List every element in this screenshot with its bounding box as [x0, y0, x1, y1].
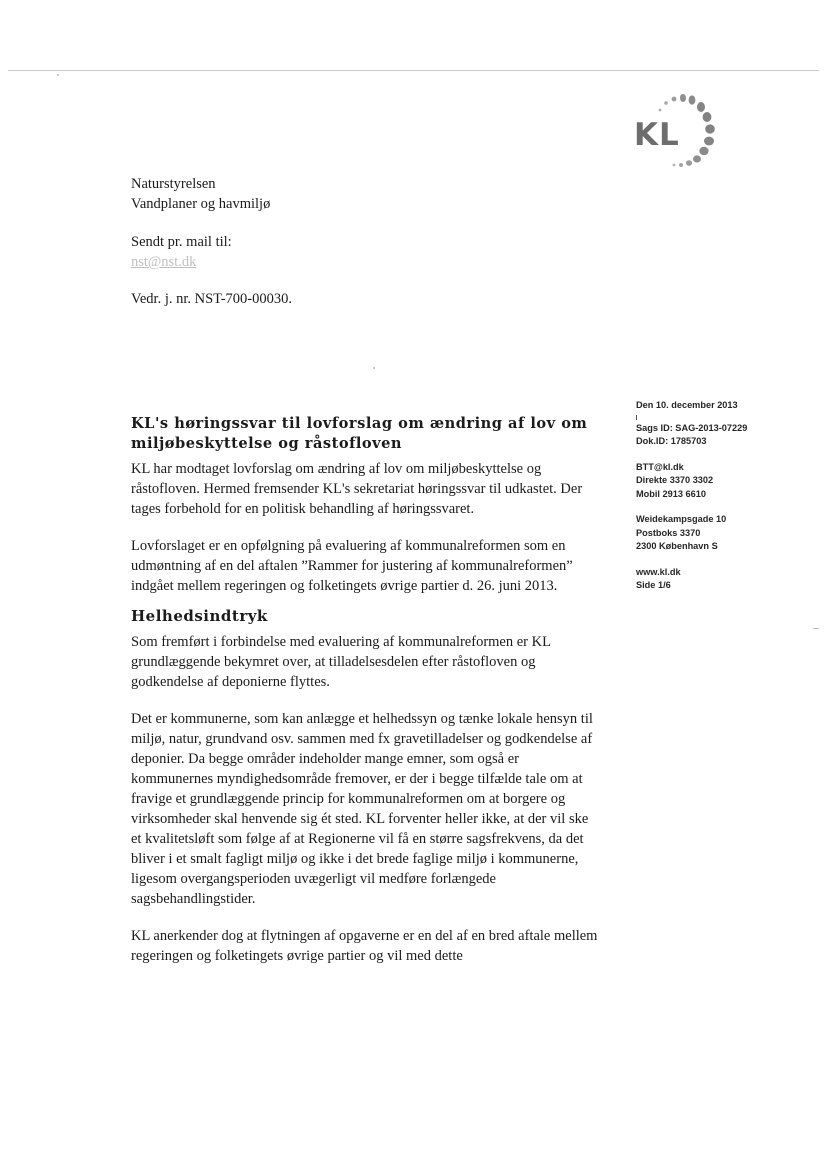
recipient-line: Vandplaner og havmiljø — [131, 196, 271, 212]
letter-title: KL's høringssvar til lovforslag om ændring af lov om miljøbeskyttelse og råstofloven — [131, 415, 588, 452]
postbox: Postboks 3370 — [636, 527, 701, 538]
section-heading: Helhedsindtryk — [131, 607, 268, 625]
mobile-phone: Mobil 2913 6610 — [636, 488, 706, 499]
scan-speck — [57, 74, 59, 76]
sender-info-sidebar — [636, 399, 796, 593]
page-number: Side 1/6 — [636, 580, 671, 590]
sender-email[interactable]: BTT@kl.dk — [636, 461, 684, 472]
letter-date: Den 10. december 2013 — [636, 400, 738, 410]
kl-logo-text: KL — [634, 117, 680, 153]
letter-body — [131, 414, 601, 966]
website-link[interactable]: www.kl.dk — [636, 566, 681, 577]
scan-speck — [373, 367, 375, 369]
case-reference: Vedr. j. nr. NST-700-00030. — [131, 291, 292, 307]
section-paragraph: Det er kommunerne, som kan anlægge et helhedssyn og tænke lokale hensyn til miljø, natur, grundvand osv. sammen med fx gravetilladelser og godkendelse af deponier. Da begge områder indeholder mange emner, som også er kommunernes myndighedsområde fremover, er der i begge tilfælde tale om at fravige et grundlæggende princip for kommunalreformen om at borgere og virksomheder skal henvende sig ét sted. KL forventer heller ikke, at der vil ske et kvalitetsløft som følge af at Regionerne vil få en større sagsfrekvens, da det bliver i et smalt fagligt miljø og ikke i det brede faglige miljø i kommunerne, ligesom overgangsperioden uvægerligt vil medføre forlængede sagsbehandlingstider. — [131, 711, 593, 907]
recipient-line: Naturstyrelsen — [131, 176, 216, 192]
street-address: Weidekampsgade 10 — [636, 514, 727, 524]
section-paragraph: KL anerkender dog at flytningen af opgaverne er en del af en bred aftale mellem regeringen og folketingets øvrige partier og vil med dette — [131, 928, 598, 964]
top-rule — [8, 70, 819, 71]
recipient-email-link[interactable]: nst@nst.dk — [131, 254, 197, 270]
sent-label: Sendt pr. mail til: — [131, 234, 232, 250]
tick-mark — [636, 413, 796, 422]
sags-id: Sags ID: SAG-2013-07229 — [636, 422, 748, 433]
kl-logo — [624, 88, 728, 178]
section-paragraph: Som fremført i forbindelse med evaluering af kommunalreformen er KL grundlæggende bekymret over, at tilladelsesdelen efter råstofloven og godkendelse af deponierne flyttes. — [131, 634, 551, 690]
intro-paragraph: KL har modtaget lovforslag om ændring af lov om miljøbeskyttelse og råstofloven. Hermed fremsender KL's sekretariat høringssvar til udkastet. Der tages forbehold for en politisk behandling af høringssvaret. — [131, 461, 583, 517]
dok-id: Dok.ID: 1785703 — [636, 436, 707, 446]
direct-phone: Direkte 3370 3302 — [636, 475, 714, 485]
sent-by-mail — [131, 232, 232, 272]
background-paragraph: Lovforslaget er en opfølgning på evaluering af kommunalreformen som en udmøntning af en del aftalen ”Rammer for justering af kommunalreformen” indgået mellem regeringen og folketingets øvrige partier d. 26. juni 2013. — [131, 538, 573, 594]
scan-speck — [813, 628, 819, 629]
recipient-address — [131, 174, 270, 214]
postal-city: 2300 København S — [636, 541, 718, 551]
